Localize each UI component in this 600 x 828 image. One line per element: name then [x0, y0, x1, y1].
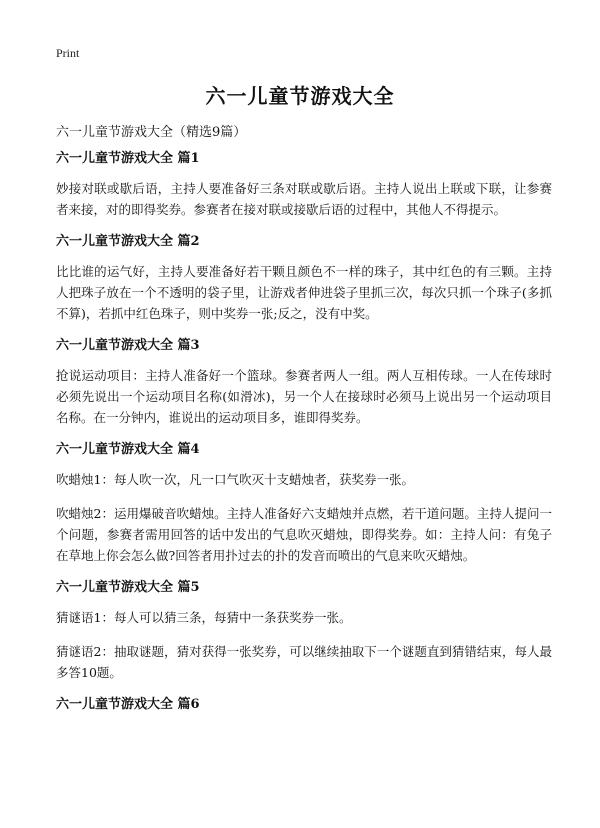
document-title: 六一儿童节游戏大全 — [205, 84, 395, 108]
section-paragraph: 抢说运动项目：主持人准备好一个篮球。参赛者两人一组。两人互相传球。一人在传球时必须先说出一个运动项目名称(如滑冰)，另一个人在接球时必须马上说出另一个运动项目名称。在一分钟内，谁说出的运动项目多，谁即得奖券。 — [56, 368, 552, 425]
section-heading: 六一儿童节游戏大全 篇3 — [56, 338, 200, 353]
section-paragraph: 吹蜡烛2：运用爆破音吹蜡烛。主持人准备好六支蜡烛并点燃，若干道问题。主持人提问一个问题，参赛者需用回答的话中发出的气息吹灭蜡烛，即得奖券。如：主持人问：有兔子在草地上你会怎么做?回答者用扑过去的扑的发音而喷出的气息来吹灭蜡烛。 — [56, 506, 552, 563]
article-body — [56, 150, 552, 724]
section-1 — [56, 150, 552, 220]
print-link[interactable]: Print — [56, 46, 80, 60]
section-heading: 六一儿童节游戏大全 篇5 — [56, 580, 200, 595]
section-paragraph: 猜谜语1：每人可以猜三条，每猜中一条获奖券一张。 — [56, 610, 352, 625]
section-paragraph: 猜谜语2：抽取谜题，猜对获得一张奖券，可以继续抽取下一个谜题直到猜错结束，每人最多答10题。 — [56, 644, 552, 680]
section-paragraph: 比比谁的运气好，主持人要准备好若干颗且颜色不一样的珠子，其中红色的有三颗。主持人把珠子放在一个不透明的袋子里，让游戏者伸进袋子里抓三次，每次只抓一个珠子(多抓不算)，若抓中红色珠子，则中奖券一张;反之，没有中奖。 — [56, 264, 552, 321]
section-heading: 六一儿童节游戏大全 篇2 — [56, 234, 200, 249]
document-subtitle: 六一儿童节游戏大全（精选9篇） — [56, 125, 247, 140]
section-heading: 六一儿童节游戏大全 篇6 — [56, 697, 200, 712]
section-paragraph: 吹蜡烛1：每人吹一次，凡一口气吹灭十支蜡烛者，获奖券一张。 — [56, 472, 414, 487]
section-3 — [56, 337, 552, 428]
section-paragraph: 妙接对联或歇后语，主持人要准备好三条对联或歇后语。主持人说出上联或下联，让参赛者来接，对的即得奖券。参赛者在接对联或接歇后语的过程中，其他人不得提示。 — [56, 181, 552, 217]
section-6 — [56, 696, 552, 714]
section-2 — [56, 233, 552, 324]
section-heading: 六一儿童节游戏大全 篇1 — [56, 151, 200, 166]
section-heading: 六一儿童节游戏大全 篇4 — [56, 442, 200, 457]
section-5 — [56, 579, 552, 683]
section-4 — [56, 441, 552, 566]
